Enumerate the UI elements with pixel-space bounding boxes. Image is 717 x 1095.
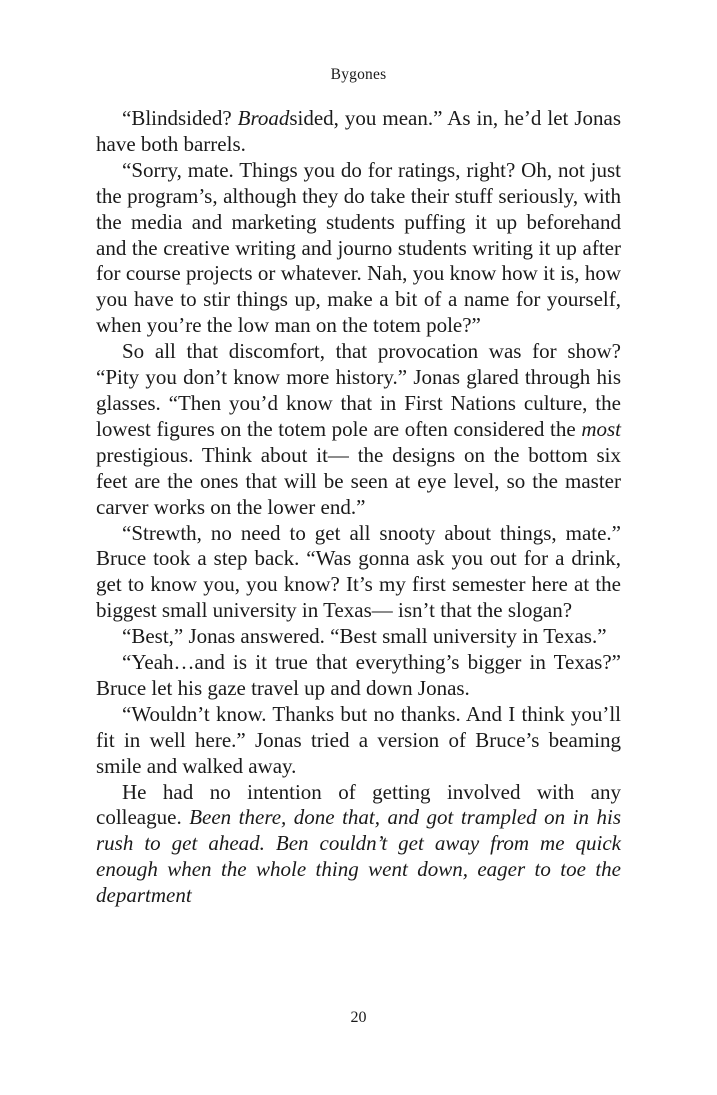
body-text <box>96 106 621 909</box>
text-run: sided, you mean.” As in, he’d let Jonas have both barrels. <box>96 106 621 156</box>
paragraph <box>96 158 621 339</box>
text-run: He had no intention of getting involved with any colleague. <box>96 779 621 830</box>
text-run: “Sorry, mate. Things you do for ratings, right? Oh, not just the program’s, although they do take their stuff seriously, with the media and marketing students puffing it up beforehand and the creative writing and journo students writing it up after for course projects or whatever. Nah, you know how it is, how you have to stir things up, make a bit of a name for yourself, when you’re the low man on the totem pole?” <box>96 157 621 338</box>
running-head: Bygones <box>330 66 387 83</box>
paragraph <box>96 624 621 650</box>
page-number: 20 <box>350 1009 367 1026</box>
italic-text: most <box>581 416 621 441</box>
text-run: prestigious. Think about it— the designs on the bottom six feet are the ones that will be seen at eye level, so the master carver works on the lower end.” <box>96 442 621 519</box>
paragraph <box>96 780 621 910</box>
paragraph <box>96 521 621 625</box>
paragraph <box>96 339 621 520</box>
text-run: So all that discomfort, that provocation was for show? “Pity you don’t know more history.” Jonas glared through his glasses. “Then you’d know that in First Nations culture, the lowest figures on the totem pole are often considered the <box>96 339 621 441</box>
italic-text: Broad <box>237 106 290 130</box>
italic-text: Been there, done that, and got trampled on in his rush to get ahead. Ben couldn’t get away from me quick enough when the whole thing went down, eager to toe the department <box>96 805 621 908</box>
text-run: “Strewth, no need to get all snooty about things, mate.” Bruce took a step back. “Was gonna ask you out for a drink, get to know you, you know? It’s my first semester here at the biggest small university in Texas— isn’t that the slogan? <box>96 520 621 623</box>
text-run: “Yeah…and is it true that everything’s bigger in Texas?” Bruce let his gaze travel up and down Jonas. <box>96 650 621 700</box>
text-run: “Best,” Jonas answered. “Best small university in Texas.” <box>122 624 607 649</box>
paragraph <box>96 106 621 158</box>
text-run: “Blindsided? <box>122 106 238 130</box>
paragraph <box>96 650 621 702</box>
text-run: “Wouldn’t know. Thanks but no thanks. And I think you’ll fit in well here.” Jonas tried a version of Bruce’s beaming smile and walked away. <box>96 701 621 778</box>
paragraph <box>96 702 621 780</box>
